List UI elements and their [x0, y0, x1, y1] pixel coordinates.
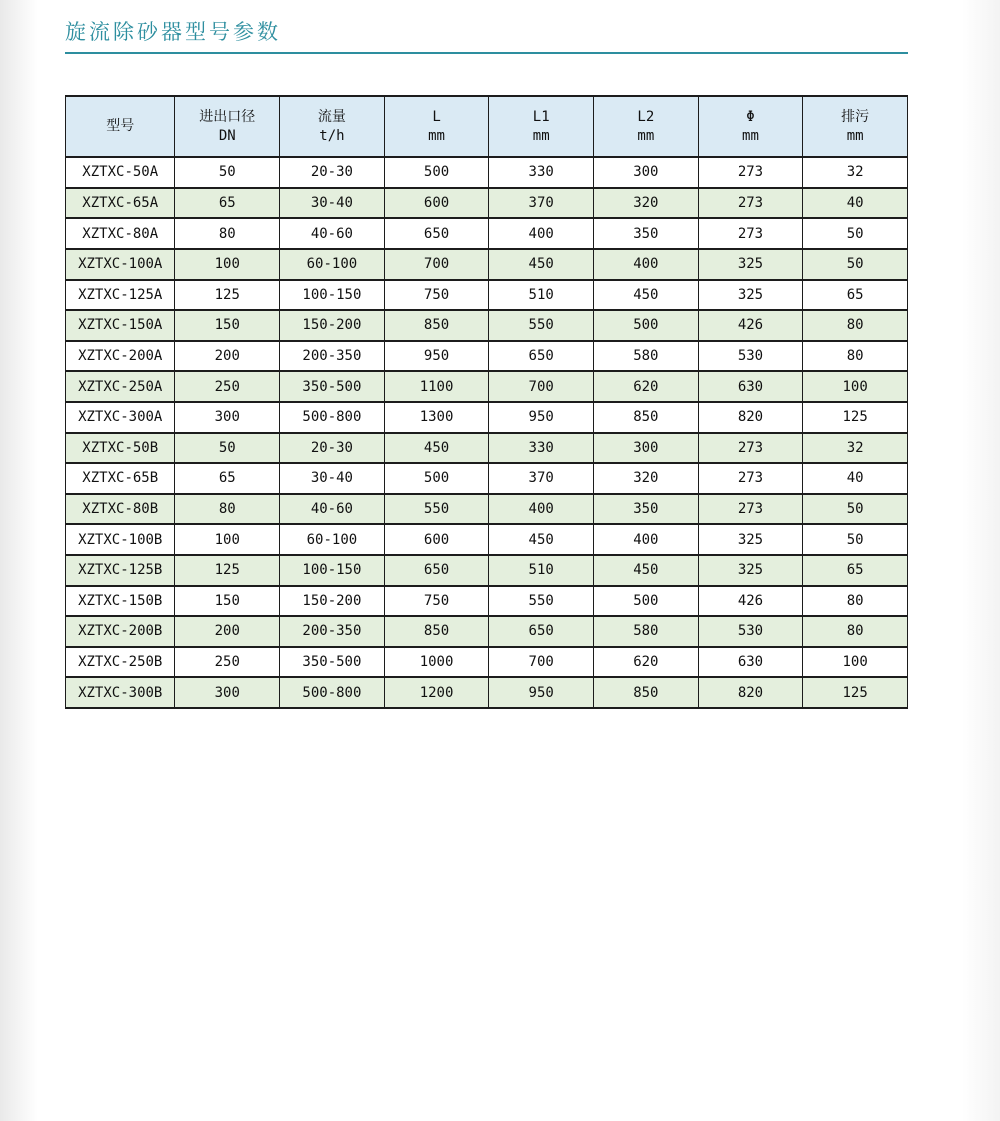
value-cell: 650 [489, 616, 594, 647]
value-cell: 150 [175, 586, 280, 617]
value-cell: 100 [175, 249, 280, 280]
value-cell: 20-30 [280, 157, 385, 188]
model-cell: XZTXC-65A [66, 188, 175, 219]
table-row [66, 433, 908, 464]
model-cell: XZTXC-250B [66, 647, 175, 678]
column-label: 排污 [841, 108, 870, 125]
value-cell: 100 [803, 647, 908, 678]
value-cell: 700 [489, 371, 594, 402]
value-cell: 325 [698, 524, 803, 555]
column-header [66, 96, 175, 157]
value-cell: 630 [698, 371, 803, 402]
value-cell: 80 [803, 616, 908, 647]
value-cell: 150-200 [280, 586, 385, 617]
table-row [66, 341, 908, 372]
column-unit: mm [428, 127, 445, 144]
value-cell: 50 [803, 494, 908, 525]
value-cell: 273 [698, 494, 803, 525]
value-cell: 65 [175, 188, 280, 219]
value-cell: 50 [803, 218, 908, 249]
value-cell: 950 [489, 402, 594, 433]
column-label: L1 [532, 108, 550, 125]
value-cell: 60-100 [280, 249, 385, 280]
value-cell: 320 [594, 463, 699, 494]
column-label: L [432, 108, 441, 125]
model-cell: XZTXC-125A [66, 280, 175, 311]
column-unit: mm [532, 127, 550, 144]
value-cell: 630 [698, 647, 803, 678]
value-cell: 65 [803, 555, 908, 586]
value-cell: 30-40 [280, 463, 385, 494]
value-cell: 500 [384, 463, 489, 494]
table-row [66, 494, 908, 525]
value-cell: 65 [175, 463, 280, 494]
value-cell: 400 [489, 218, 594, 249]
value-cell: 550 [384, 494, 489, 525]
value-cell: 530 [698, 616, 803, 647]
table-row [66, 218, 908, 249]
value-cell: 20-30 [280, 433, 385, 464]
value-cell: 350 [594, 494, 699, 525]
value-cell: 510 [489, 280, 594, 311]
value-cell: 820 [698, 677, 803, 708]
table-header [66, 96, 908, 157]
value-cell: 350-500 [280, 647, 385, 678]
value-cell: 125 [175, 555, 280, 586]
value-cell: 32 [803, 433, 908, 464]
value-cell: 80 [803, 341, 908, 372]
table-row [66, 310, 908, 341]
value-cell: 650 [384, 555, 489, 586]
value-cell: 750 [384, 280, 489, 311]
value-cell: 500 [384, 157, 489, 188]
model-cell: XZTXC-50B [66, 433, 175, 464]
value-cell: 32 [803, 157, 908, 188]
value-cell: 200-350 [280, 341, 385, 372]
value-cell: 530 [698, 341, 803, 372]
value-cell: 40 [803, 188, 908, 219]
column-unit: mm [637, 127, 655, 144]
value-cell: 500-800 [280, 402, 385, 433]
value-cell: 330 [489, 157, 594, 188]
value-cell: 620 [594, 371, 699, 402]
model-cell: XZTXC-80B [66, 494, 175, 525]
value-cell: 510 [489, 555, 594, 586]
value-cell: 40-60 [280, 494, 385, 525]
column-header [803, 96, 908, 157]
value-cell: 350 [594, 218, 699, 249]
page-content [65, 0, 908, 709]
model-cell: XZTXC-150B [66, 586, 175, 617]
column-header [280, 96, 385, 157]
value-cell: 150 [175, 310, 280, 341]
table-header-row [66, 96, 908, 157]
value-cell: 400 [489, 494, 594, 525]
value-cell: 500 [594, 586, 699, 617]
value-cell: 273 [698, 157, 803, 188]
value-cell: 950 [384, 341, 489, 372]
value-cell: 125 [803, 402, 908, 433]
value-cell: 200-350 [280, 616, 385, 647]
value-cell: 550 [489, 586, 594, 617]
column-header [175, 96, 280, 157]
table-row [66, 157, 908, 188]
model-cell: XZTXC-125B [66, 555, 175, 586]
value-cell: 80 [803, 586, 908, 617]
value-cell: 250 [175, 647, 280, 678]
column-label: 流量 [317, 108, 346, 125]
value-cell: 80 [175, 494, 280, 525]
value-cell: 273 [698, 433, 803, 464]
column-header [594, 96, 699, 157]
value-cell: 370 [489, 188, 594, 219]
table-row [66, 677, 908, 708]
model-cell: XZTXC-100B [66, 524, 175, 555]
value-cell: 500 [594, 310, 699, 341]
value-cell: 400 [594, 249, 699, 280]
column-unit: DN [218, 127, 236, 144]
model-cell: XZTXC-200B [66, 616, 175, 647]
value-cell: 1100 [384, 371, 489, 402]
value-cell: 850 [384, 616, 489, 647]
value-cell: 200 [175, 341, 280, 372]
table-row [66, 402, 908, 433]
value-cell: 370 [489, 463, 594, 494]
value-cell: 1000 [384, 647, 489, 678]
value-cell: 300 [594, 433, 699, 464]
value-cell: 700 [489, 647, 594, 678]
column-label: 进出口径 [199, 108, 256, 125]
value-cell: 1200 [384, 677, 489, 708]
value-cell: 80 [175, 218, 280, 249]
value-cell: 50 [803, 524, 908, 555]
value-cell: 450 [489, 249, 594, 280]
value-cell: 450 [594, 555, 699, 586]
value-cell: 850 [594, 402, 699, 433]
value-cell: 850 [384, 310, 489, 341]
column-unit: mm [846, 127, 864, 144]
value-cell: 300 [175, 677, 280, 708]
value-cell: 650 [384, 218, 489, 249]
value-cell: 150-200 [280, 310, 385, 341]
table-row [66, 524, 908, 555]
value-cell: 600 [384, 188, 489, 219]
value-cell: 100 [803, 371, 908, 402]
value-cell: 50 [803, 249, 908, 280]
table-row [66, 371, 908, 402]
value-cell: 50 [175, 157, 280, 188]
value-cell: 580 [594, 341, 699, 372]
model-cell: XZTXC-150A [66, 310, 175, 341]
value-cell: 350-500 [280, 371, 385, 402]
value-cell: 60-100 [280, 524, 385, 555]
value-cell: 426 [698, 586, 803, 617]
value-cell: 100-150 [280, 280, 385, 311]
value-cell: 450 [594, 280, 699, 311]
value-cell: 550 [489, 310, 594, 341]
value-cell: 850 [594, 677, 699, 708]
value-cell: 200 [175, 616, 280, 647]
model-cell: XZTXC-200A [66, 341, 175, 372]
table-row [66, 463, 908, 494]
value-cell: 65 [803, 280, 908, 311]
value-cell: 80 [803, 310, 908, 341]
value-cell: 450 [384, 433, 489, 464]
value-cell: 273 [698, 188, 803, 219]
value-cell: 250 [175, 371, 280, 402]
value-cell: 400 [594, 524, 699, 555]
value-cell: 50 [175, 433, 280, 464]
page-title: 旋流除砂器型号参数 [65, 20, 908, 54]
value-cell: 273 [698, 463, 803, 494]
value-cell: 300 [594, 157, 699, 188]
model-cell: XZTXC-100A [66, 249, 175, 280]
table-row [66, 280, 908, 311]
column-label: 型号 [106, 118, 135, 135]
column-label: L2 [637, 108, 655, 125]
value-cell: 750 [384, 586, 489, 617]
value-cell: 125 [175, 280, 280, 311]
table-row [66, 647, 908, 678]
value-cell: 125 [803, 677, 908, 708]
value-cell: 1300 [384, 402, 489, 433]
value-cell: 40-60 [280, 218, 385, 249]
value-cell: 650 [489, 341, 594, 372]
value-cell: 450 [489, 524, 594, 555]
value-cell: 620 [594, 647, 699, 678]
model-cell: XZTXC-65B [66, 463, 175, 494]
model-cell: XZTXC-80A [66, 218, 175, 249]
value-cell: 100 [175, 524, 280, 555]
column-header [698, 96, 803, 157]
table-row [66, 249, 908, 280]
table-row [66, 555, 908, 586]
table-row [66, 586, 908, 617]
value-cell: 325 [698, 280, 803, 311]
value-cell: 325 [698, 249, 803, 280]
title-block [65, 0, 908, 54]
value-cell: 330 [489, 433, 594, 464]
value-cell: 30-40 [280, 188, 385, 219]
column-unit: mm [742, 127, 759, 144]
table-row [66, 616, 908, 647]
column-header [489, 96, 594, 157]
table-body [66, 157, 908, 708]
value-cell: 100-150 [280, 555, 385, 586]
model-cell: XZTXC-300B [66, 677, 175, 708]
value-cell: 300 [175, 402, 280, 433]
value-cell: 600 [384, 524, 489, 555]
column-label: Φ [746, 108, 755, 125]
table-row [66, 188, 908, 219]
value-cell: 426 [698, 310, 803, 341]
model-cell: XZTXC-250A [66, 371, 175, 402]
value-cell: 273 [698, 218, 803, 249]
model-cell: XZTXC-50A [66, 157, 175, 188]
column-header [384, 96, 489, 157]
value-cell: 500-800 [280, 677, 385, 708]
column-unit: t/h [319, 127, 345, 144]
value-cell: 40 [803, 463, 908, 494]
value-cell: 320 [594, 188, 699, 219]
spec-table [65, 95, 908, 709]
model-cell: XZTXC-300A [66, 402, 175, 433]
value-cell: 820 [698, 402, 803, 433]
value-cell: 700 [384, 249, 489, 280]
value-cell: 325 [698, 555, 803, 586]
value-cell: 580 [594, 616, 699, 647]
value-cell: 950 [489, 677, 594, 708]
